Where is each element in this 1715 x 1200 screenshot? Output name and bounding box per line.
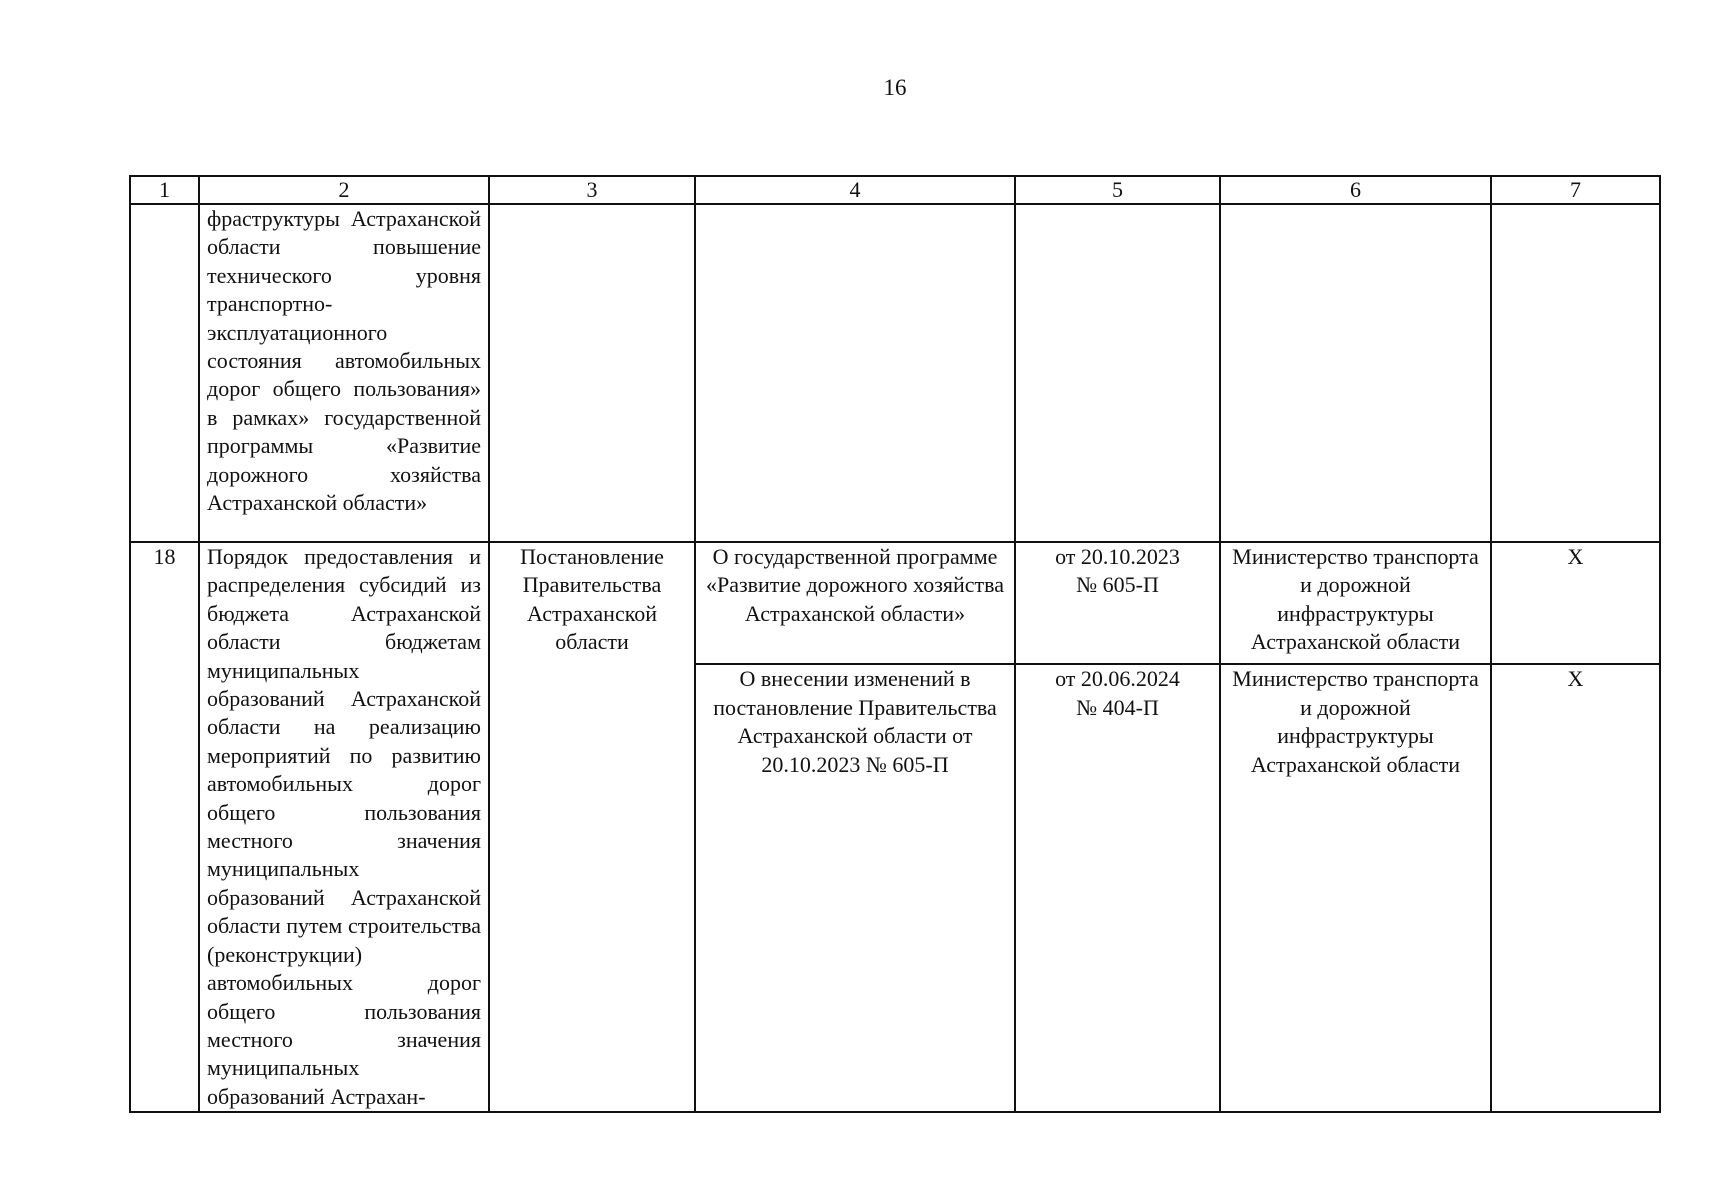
column-header-4: 4 xyxy=(695,176,1015,204)
column-header-5: 5 xyxy=(1015,176,1220,204)
act-date: от 20.10.2023 xyxy=(1055,544,1180,569)
act-title: О государственной программе «Развитие дорожного хозяйства Астраханской области» xyxy=(705,544,1005,626)
continuation-date-cell xyxy=(1015,204,1220,542)
continuation-title-cell xyxy=(695,204,1015,542)
act-title-cell xyxy=(695,664,1015,1112)
column-number-row xyxy=(130,176,1660,204)
authority-cell xyxy=(1220,664,1491,1112)
continuation-mark-cell xyxy=(1491,204,1660,542)
authority-cell xyxy=(1220,542,1491,664)
column-header-1: 1 xyxy=(130,176,199,204)
act-title-cell xyxy=(695,542,1015,664)
row-number: 18 xyxy=(153,544,176,569)
mark-cell xyxy=(1491,542,1660,664)
continuation-act-type-cell xyxy=(489,204,695,542)
continuation-number-cell xyxy=(130,204,199,542)
document-name: Порядок предоставления и распределения субсидий из бюджета Астраханской области бюджетам муниципальных образований Астраханской области на реализацию мероприятий по развитию автомобильных дорог общего пользования местного значения муниципальных образований Астраханской области путем строительства (реконструкции) автомобильных дорог общего пользования местного значения муниципальных образований Астрахан- xyxy=(207,544,481,1109)
legal-acts-table xyxy=(129,175,1661,1113)
act-number: № 404-П xyxy=(1076,694,1159,720)
mark-x: X xyxy=(1567,666,1584,692)
continuation-name-cell xyxy=(199,204,489,542)
act-type-cell xyxy=(489,542,695,1112)
mark-cell xyxy=(1491,664,1660,1112)
continuation-row xyxy=(130,204,1660,542)
mark-x: X xyxy=(1567,544,1584,569)
page-number: 16 xyxy=(883,75,907,100)
column-header-7: 7 xyxy=(1491,176,1660,204)
document-name-cell xyxy=(199,542,489,1112)
authority-name: Министерство транспорта и дорожной инфраструктуры Астраханской области xyxy=(1232,544,1479,655)
column-header-3: 3 xyxy=(489,176,695,204)
act-title: О внесении изменений в постановление Правительства Астраханской области от 20.10.2023 № 605-П xyxy=(713,666,997,777)
column-header-6: 6 xyxy=(1220,176,1491,204)
table-row xyxy=(130,542,1660,664)
act-number: № 605-П xyxy=(1076,572,1159,598)
authority-name: Министерство транспорта и дорожной инфраструктуры Астраханской области xyxy=(1232,666,1479,777)
row-number-cell xyxy=(130,542,199,1112)
act-type: Постановление Правительства Астраханской области xyxy=(520,544,664,655)
continuation-name-text: фраструктуры Астраханской области повышение технического уровня транспортно-эксплуатационного состояния автомобильных дорог общего пользования» в рамках» государственной программы «Развитие дорожного хозяйства Астраханской области» xyxy=(207,206,481,516)
act-date: от 20.06.2024 xyxy=(1055,666,1180,692)
act-date-cell xyxy=(1015,664,1220,1112)
act-date-cell xyxy=(1015,542,1220,664)
column-header-2: 2 xyxy=(199,176,489,204)
continuation-authority-cell xyxy=(1220,204,1491,542)
